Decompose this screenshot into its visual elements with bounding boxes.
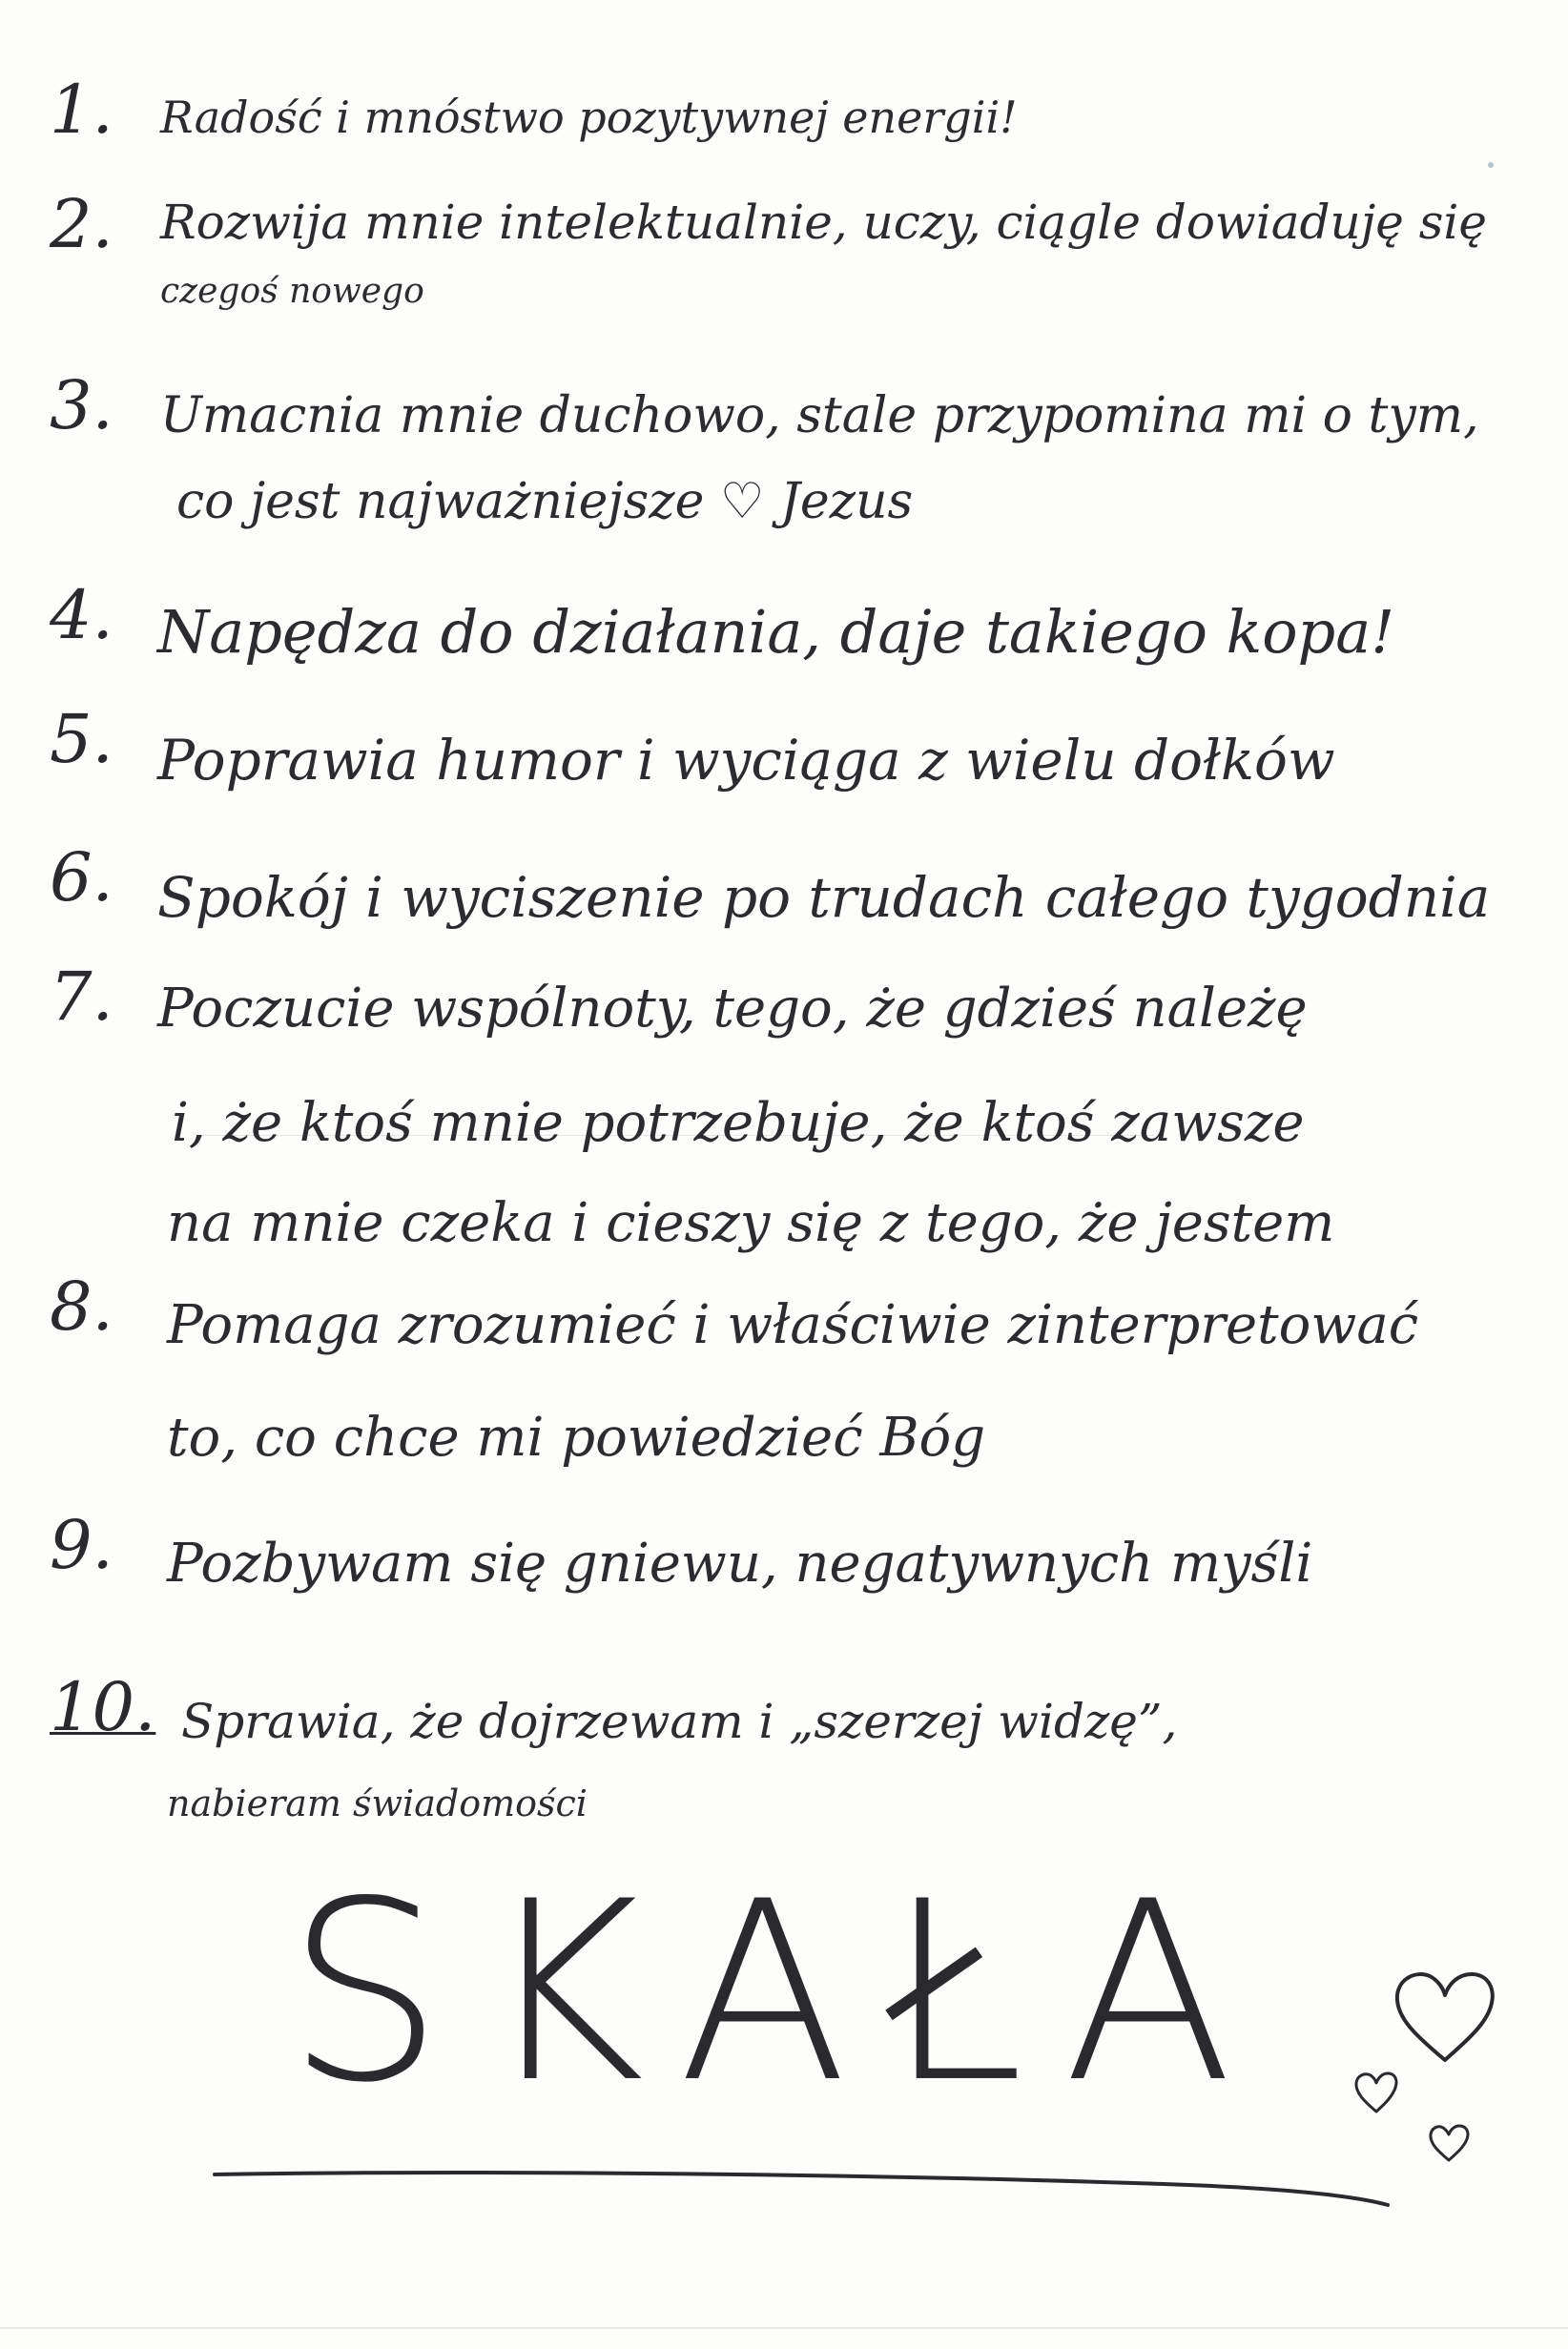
item-line: Pomaga zrozumieć i właściwie zinterpretować	[167, 1294, 1419, 1356]
item-number: 6.	[50, 838, 113, 917]
heart-icon	[1426, 2122, 1472, 2164]
item-line: Poprawia humor i wyciąga z wielu dołków	[157, 728, 1335, 793]
heart-icon	[1352, 2070, 1400, 2115]
item-line: Poczucie wspólnoty, tego, że gdzieś należę	[157, 978, 1308, 1040]
title-underline	[210, 2146, 1393, 2213]
item-number: 1.	[50, 71, 113, 149]
item-line: Pozbywam się gniewu, negatywnych myśli	[167, 1533, 1313, 1595]
item-number: 9.	[50, 1506, 113, 1584]
item-line: Rozwija mnie intelektualnie, uczy, ciągle dowiaduję się	[160, 195, 1487, 250]
heart-icon	[1388, 1965, 1502, 2070]
item-number: 3.	[50, 366, 113, 444]
item-line: czegoś nowego	[160, 272, 424, 311]
item-line: Umacnia mnie duchowo, stale przypomina mi o tym,	[160, 387, 1479, 444]
note-title: SKAŁA	[286, 1849, 1271, 2137]
item-line: co jest najważniejsze ♡ Jezus	[176, 473, 914, 530]
item-number: 10.	[50, 1668, 156, 1746]
item-line: na mnie czeka i cieszy się z tego, że jestem	[167, 1192, 1335, 1254]
item-line: nabieram świadomości	[167, 1782, 588, 1824]
item-number: 8.	[50, 1267, 113, 1346]
item-number: 2.	[50, 185, 113, 263]
item-number: 5.	[50, 700, 113, 778]
item-number: 4.	[50, 576, 113, 654]
item-line: Radość i mnóstwo pozytywnej energii!	[160, 92, 1018, 143]
item-line: to, co chce mi powiedzieć Bóg	[167, 1407, 986, 1469]
item-number: 7.	[50, 958, 113, 1036]
item-line: i, że ktoś mnie potrzebuje, że ktoś zawsze	[172, 1092, 1305, 1154]
item-line: Napędza do działania, daje takiego kopa!	[157, 597, 1395, 667]
item-line: Spokój i wyciszenie po trudach całego tygodnia	[157, 865, 1491, 930]
item-line: Sprawia, że dojrzewam i „szerzej widzę”,	[181, 1694, 1178, 1749]
